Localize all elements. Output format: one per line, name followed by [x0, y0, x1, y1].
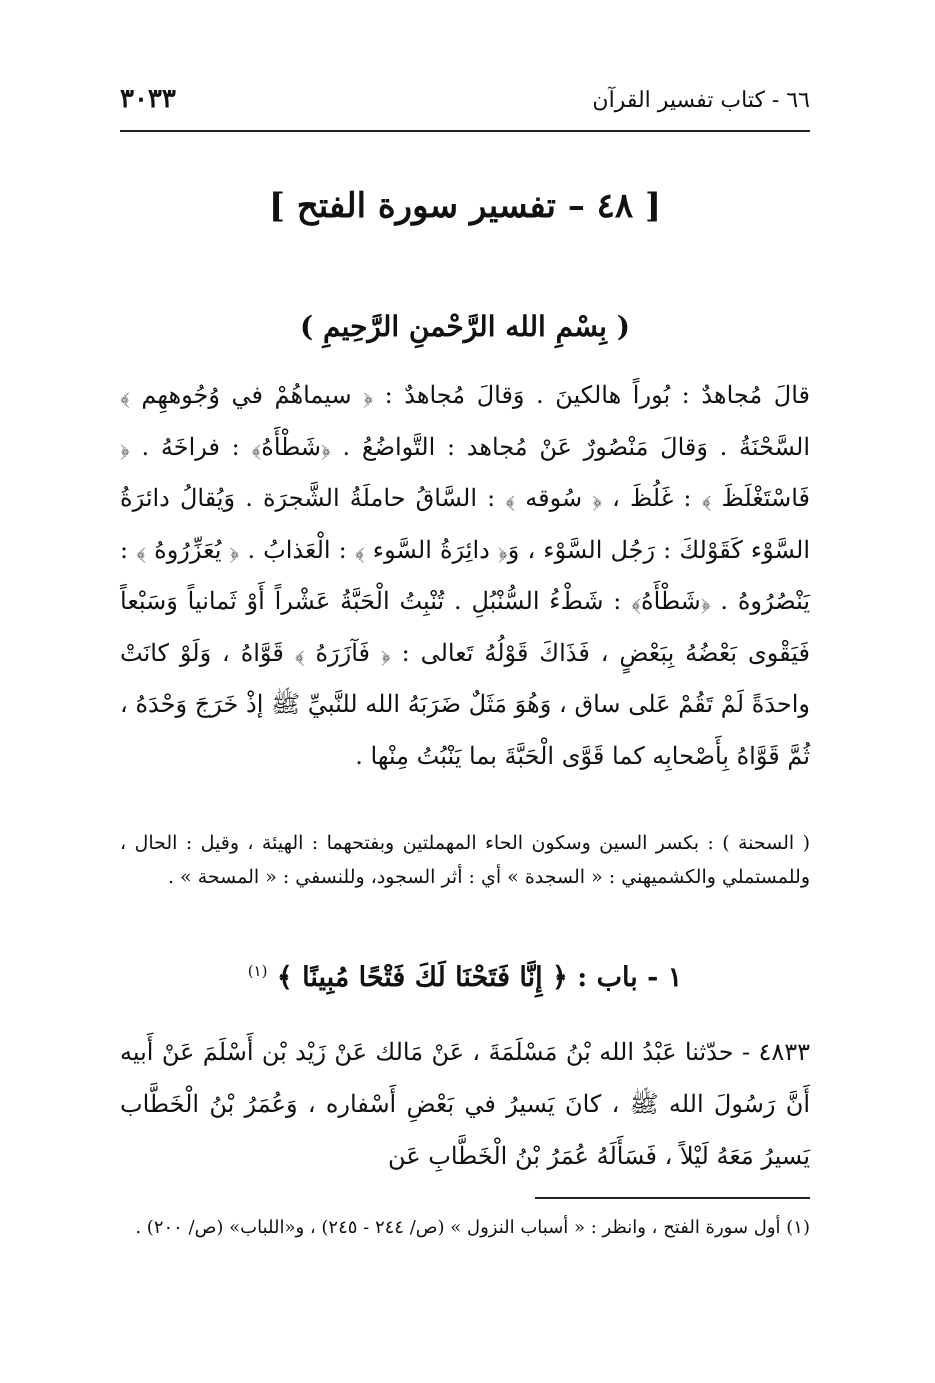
- footnote-ref: (١): [247, 962, 268, 980]
- header-divider: [120, 130, 810, 132]
- footnote: (١) أول سورة الفتح ، وانظر : « أسباب النزول » (ص/ ٢٤٤ - ٢٤٥) ، و«اللباب» (ص/ ٢٠٠) .: [135, 1217, 810, 1238]
- running-title: ٦٦ - كتاب تفسير القرآن: [592, 88, 810, 113]
- page-header: [120, 84, 810, 124]
- basmala: ( بِسْمِ الله الرَّحْمنِ الرَّحِيمِ ): [300, 310, 630, 343]
- page-number: ٣٠٣٣: [120, 84, 176, 114]
- hadith-paragraph: ٤٨٣٣ - حدّثنا عَبْدُ الله بْنُ مَسْلَمَةَ ، عَنْ مَالك عَنْ زَيْد بْن أَسْلَمَ عَنْ أَبيه أَنَّ رَسُولَ الله ﷺ ، كانَ يَسيرُ في بَعْضِ أَسْفاره ، وَعُمَرُ بْنُ الْخَطَّاب يَسيرُ مَعَهُ لَيْلاً ، فَسَأَلَهُ عُمَرُ بْنُ الْخَطَّابِ عَن: [120, 1038, 810, 1170]
- body-paragraph: قالَ مُجاهدٌ : بُوراً هالكينَ . وَقالَ مُجاهدٌ : ﴿ سيماهُمْ في وُجُوههِم ﴾ السَّحْنَةُ . وَقالَ مَنْصُورٌ عَنْ مُجاهد : التَّواضُعُ . ﴿شَطْأَهُ﴾ : فراخَهُ . ﴿ فَاسْتَغْلَظَ ﴾ : غَلُظَ ، ﴿ سُوقه ﴾ : السَّاقُ حاملَةُ الشَّجرَة . وَيُقالُ دائرَةُ السَّوْء كَقَوْلكَ : رَجُل السَّوْء ، وَ﴿ دائِرَةُ السَّوء ﴾ : الْعَذابُ . ﴿ يُعَزِّرُوهُ ﴾ : يَنْصُرُوهُ . ﴿شَطْأَهُ﴾ : شَطْءُ السُّنْبُلِ . تُنْبِتُ الْحَبَّةُ عَشْراً أَوْ ثَمانياً وَسَبْعاً فَيَقْوى بَعْضُهُ بِبَعْضٍ ، فَذَاكَ قَوْلُهُ تَعالى : ﴿ فَآزَرَهُ ﴾ قَوَّاهُ ، وَلَوْ كانَتْ واحدَةً لَمْ تَقُمْ عَلى ساق ، وَهُوَ مَثَلٌ ضَرَبَهُ الله للنَّبيِّ ﷺ إذْ خَرَجَ وَحْدَهُ ، ثُمَّ قَوَّاهُ بِأَصْحابِه كما قَوَّى الْحَبَّةَ بما يَنْبُتُ مِنْها .: [120, 381, 810, 770]
- commentary-note: ( السحنة ) : بكسر السين وسكون الحاء المهملتين وبفتحهما : الهيئة ، وقيل : الحال ، وللمستملي والكشميهني : « السجدة » أي : أثر السجود، وللنسفي : « المسحة » .: [120, 832, 810, 888]
- section-heading-text: ١ - باب : ﴿ إِنَّا فَتَحْنَا لَكَ فَتْحًا مُبِينًا ﴾: [276, 962, 683, 993]
- footnote-divider: [535, 1197, 810, 1199]
- section-heading: [120, 962, 810, 993]
- chapter-title: [ ٤٨ – تفسير سورة الفتح ]: [268, 186, 662, 226]
